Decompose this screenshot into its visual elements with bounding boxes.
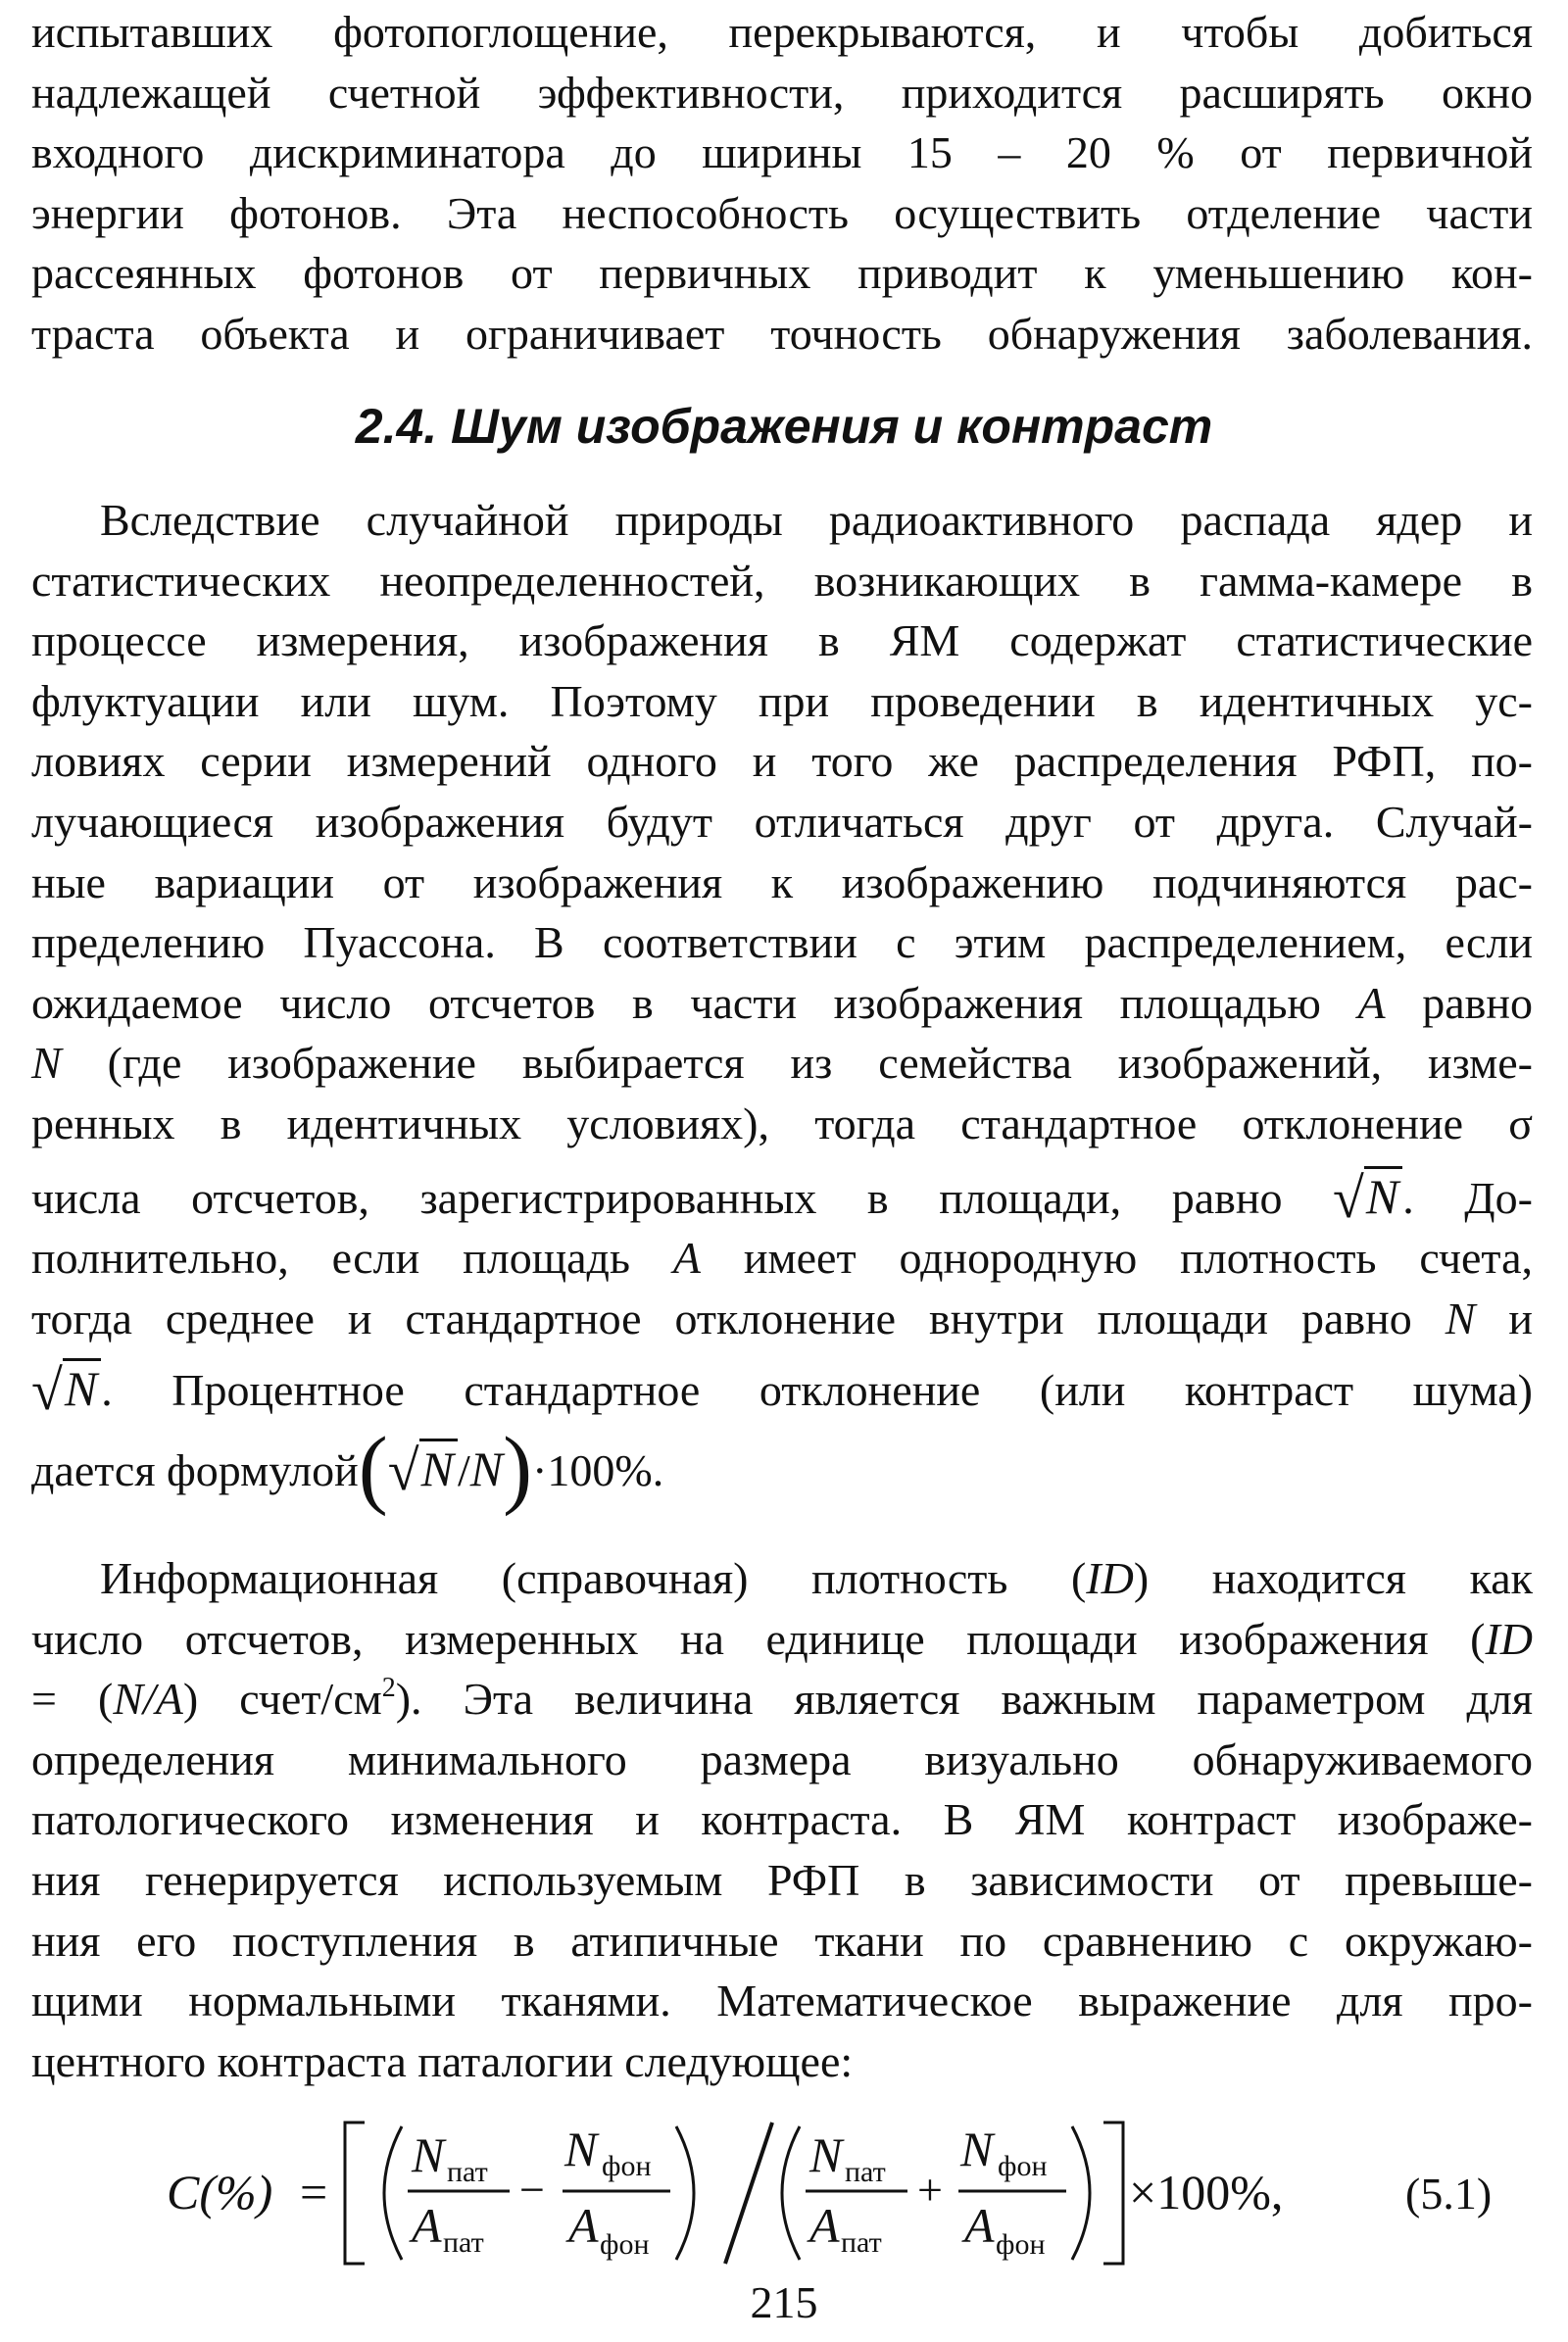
variable-n-over-a: N/A	[113, 1674, 183, 1725]
text-line: щими нормальными тканями. Математическое выражение для про-	[31, 1976, 1533, 2026]
denominator-a: A	[809, 2198, 840, 2253]
text-line	[31, 1609, 1533, 1670]
numerator-n: N	[412, 2127, 445, 2182]
variable-n: N	[469, 1440, 504, 1496]
subscript-pat: пат	[443, 2226, 484, 2259]
contrast-formula	[0, 2107, 1568, 2273]
page-number: 215	[750, 2277, 818, 2327]
sqrt-n-expression	[1333, 1164, 1402, 1229]
sqrt-n-expression	[388, 1437, 458, 1501]
outer-left-bracket	[345, 2122, 365, 2264]
text-run: (где изображение выбирается из семейства изображений, изме-	[107, 1038, 1533, 1089]
superscript: 2	[381, 1673, 396, 1704]
times-100-percent: ×100%,	[1129, 2165, 1284, 2220]
radicand: N	[63, 1358, 101, 1416]
plus-sign: +	[917, 2165, 943, 2215]
text-line: процессе измерения, изображения в ЯМ содержат статистические	[31, 615, 1533, 666]
numerator-n: N	[809, 2127, 843, 2182]
left-paren: (	[358, 1419, 388, 1517]
text-line: ренных в идентичных условиях), тогда стандартное отклонение σ	[31, 1098, 1533, 1148]
noise-paragraph	[31, 490, 1534, 1517]
text-line: ловиях серии измерений одного и того же распределения РФП, по-	[31, 736, 1533, 787]
denominator-a: A	[964, 2198, 995, 2253]
text-line	[31, 1419, 1533, 1517]
text-line: ния его поступления в атипичные ткани по сравнению с окружаю-	[31, 1915, 1533, 1966]
text-line	[31, 1356, 1533, 1421]
subscript-pat: пат	[845, 2156, 886, 2188]
text-run: ) счет/см	[182, 1674, 382, 1725]
text-run: полнительно, если площадь	[31, 1233, 630, 1284]
text-line	[31, 1164, 1533, 1229]
text-run: ) находится как	[1133, 1553, 1533, 1603]
text-run: дается формулой	[31, 1444, 359, 1495]
text-line	[31, 1289, 1533, 1349]
text-line: ные вариации от изображения к изображению подчиняются рас-	[31, 856, 1533, 907]
text-run: . Процентное стандартное отклонение (или контраст шума)	[101, 1365, 1533, 1416]
variable-n: N	[31, 1038, 62, 1089]
text-run: и	[1508, 1293, 1534, 1343]
radical-sign: √	[387, 1438, 419, 1502]
text-line: Вследствие случайной природы радиоактивного распада ядер и	[100, 495, 1533, 545]
text-line: входного дискриминатора до ширины 15 – 20 % от первичной	[31, 127, 1533, 178]
text-line: определения минимального размера визуально обнаруживаемого	[31, 1733, 1533, 1784]
variable-id: ID	[1086, 1553, 1134, 1603]
top-paragraph	[31, 2, 1533, 365]
subscript-pat: пат	[447, 2156, 488, 2188]
left-paren	[384, 2126, 402, 2260]
text-line	[31, 1548, 1533, 1609]
text-line: ния генерируется используемым РФП в зависимости от превыше-	[31, 1854, 1533, 1905]
text-run: числа отсчетов, зарегистрированных в площади, равно	[31, 1172, 1283, 1223]
formula-lhs: C(%)	[167, 2165, 273, 2220]
radical-sign: √	[31, 1358, 63, 1423]
subscript-fon: фон	[998, 2150, 1048, 2182]
text-line: пределению Пуассона. В соответствии с этим распределением, если	[31, 917, 1533, 968]
text-run: = (	[31, 1674, 114, 1725]
text-line: лучающиеся изображения будут отличаться друг от друга. Случай-	[31, 796, 1533, 847]
variable-a: A	[1357, 977, 1386, 1028]
subscript-fon: фон	[602, 2150, 652, 2182]
text-line: энергии фотонов. Эта неспособность осуществить отделение части	[31, 187, 1533, 238]
sqrt-n-expression	[31, 1356, 101, 1421]
right-paren	[676, 2126, 694, 2260]
text-run: число отсчетов, измеренных на единице площади изображения (	[31, 1613, 1486, 1664]
right-paren: )	[503, 1419, 533, 1517]
radical-sign: √	[1333, 1165, 1364, 1230]
right-paren	[1072, 2126, 1090, 2260]
text-run: ·100%.	[532, 1444, 664, 1495]
denominator-a: A	[568, 2198, 599, 2253]
variable-id: ID	[1485, 1613, 1533, 1664]
subscript-pat: пат	[841, 2226, 882, 2259]
formula-equals: =	[300, 2165, 328, 2220]
variable-a: A	[672, 1233, 701, 1284]
numerator-n: N	[564, 2122, 598, 2176]
density-paragraph	[31, 1548, 1533, 2091]
subscript-fon: фон	[600, 2228, 650, 2261]
text-line	[31, 1033, 1533, 1094]
text-run: имеет однородную плотность счета,	[743, 1233, 1534, 1284]
text-run: . До-	[1402, 1172, 1533, 1223]
minus-sign: −	[519, 2165, 545, 2215]
text-line: надлежащей счетной эффективности, приходится расширять окно	[31, 67, 1533, 118]
text-line: патологического изменения и контраста. В ЯМ контраст изображе-	[31, 1794, 1533, 1845]
text-line	[31, 1228, 1533, 1289]
text-run: Информационная (справочная) плотность (	[100, 1553, 1087, 1603]
text-line: центного контраста паталогии следующее:	[31, 2035, 854, 2086]
text-line: траста объекта и ограничивает точность обнаружения заболевания.	[31, 308, 1533, 359]
text-line: рассеянных фотонов от первичных приводит к уменьшению кон-	[31, 248, 1533, 299]
denominator-a: A	[412, 2198, 442, 2253]
text-run: ). Эта величина является важным параметром для	[395, 1674, 1533, 1725]
text-run: тогда среднее и стандартное отклонение внутри площади равно	[31, 1293, 1412, 1343]
subscript-fon: фон	[996, 2228, 1046, 2261]
left-paren	[782, 2126, 800, 2260]
text-line	[31, 1669, 1533, 1730]
text-run: равно	[1422, 977, 1534, 1028]
radicand: N	[1364, 1166, 1402, 1224]
text-line: флуктуации или шум. Поэтому при проведении в идентичных ус-	[31, 675, 1533, 726]
outer-right-bracket	[1103, 2122, 1123, 2264]
radicand: N	[419, 1439, 458, 1496]
text-line	[31, 973, 1533, 1034]
equation-number: (5.1)	[1405, 2169, 1493, 2219]
text-line: статистических неопределенностей, возникающих в гамма-камере в	[31, 555, 1533, 606]
section-heading: 2.4. Шум изображения и контраст	[355, 399, 1213, 454]
text-line: испытавших фотопоглощение, перекрываются, и чтобы добиться	[31, 7, 1533, 57]
variable-n: N	[1445, 1293, 1476, 1343]
division-slash	[725, 2122, 772, 2264]
numerator-n: N	[960, 2122, 994, 2176]
slash: /	[457, 1444, 470, 1495]
text-run: ожидаемое число отсчетов в части изображения площадью	[31, 977, 1321, 1028]
